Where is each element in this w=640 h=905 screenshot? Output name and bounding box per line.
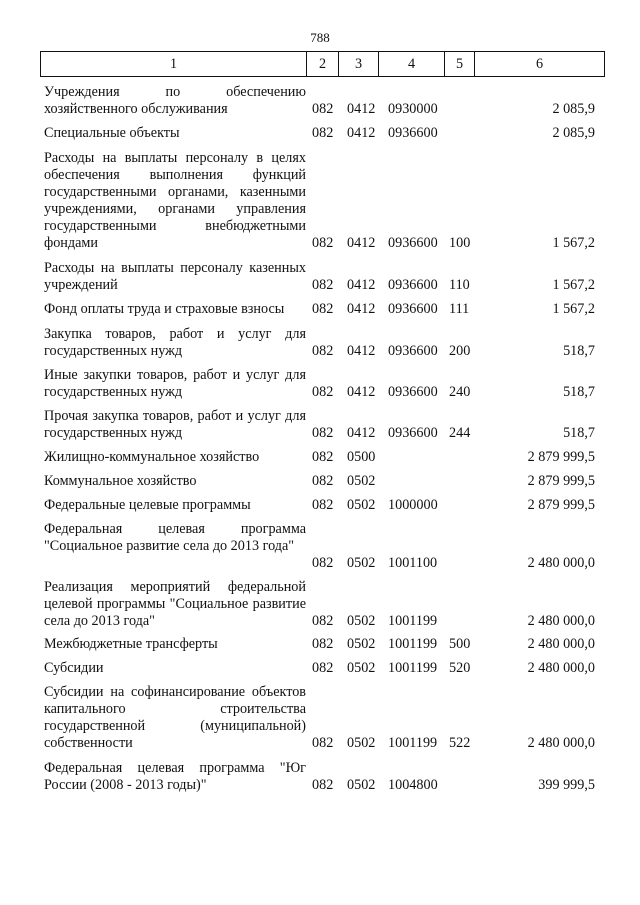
row-expense-type-code: 240 <box>449 384 471 400</box>
row-amount: 2 879 999,5 <box>527 473 595 489</box>
row-section-code: 0412 <box>347 384 376 400</box>
column-header-3: 3 <box>339 52 379 77</box>
row-amount: 518,7 <box>563 343 595 359</box>
table-row <box>0 408 640 442</box>
row-amount: 518,7 <box>563 384 595 400</box>
row-expense-type-code: 110 <box>449 277 470 293</box>
row-expense-type-code: 500 <box>449 636 471 652</box>
row-amount: 2 480 000,0 <box>527 613 595 629</box>
row-gr-code: 082 <box>312 777 334 793</box>
row-section-code: 0502 <box>347 497 376 513</box>
column-header-5: 5 <box>445 52 475 77</box>
row-section-code: 0502 <box>347 735 376 751</box>
row-article-code: 0936600 <box>388 343 438 359</box>
row-article-code: 0936600 <box>388 277 438 293</box>
row-section-code: 0500 <box>347 449 376 465</box>
row-article-code: 1001199 <box>388 660 438 676</box>
row-article-code: 1001199 <box>388 735 438 751</box>
table-row <box>0 150 640 252</box>
row-amount: 1 567,2 <box>552 301 595 317</box>
row-amount: 2 480 000,0 <box>527 555 595 571</box>
row-amount: 2 480 000,0 <box>527 636 595 652</box>
row-gr-code: 082 <box>312 735 334 751</box>
row-gr-code: 082 <box>312 343 334 359</box>
row-amount: 2 879 999,5 <box>527 449 595 465</box>
row-article-code: 0936600 <box>388 301 438 317</box>
row-gr-code: 082 <box>312 425 334 441</box>
row-section-code: 0502 <box>347 660 376 676</box>
row-description: Реализация мероприятий федеральной целевой программы "Социальное развитие села до 2013 года" <box>44 579 306 629</box>
row-expense-type-code: 522 <box>449 735 471 751</box>
row-description: Закупка товаров, работ и услуг для государственных нужд <box>44 326 306 359</box>
row-section-code: 0412 <box>347 343 376 359</box>
row-section-code: 0412 <box>347 301 376 317</box>
row-article-code: 0936600 <box>388 384 438 400</box>
table-row <box>0 326 640 360</box>
row-article-code: 1001100 <box>388 555 438 571</box>
row-amount: 2 085,9 <box>552 125 595 141</box>
row-gr-code: 082 <box>312 101 334 117</box>
row-description: Фонд оплаты труда и страховые взносы <box>44 301 285 317</box>
row-description: Расходы на выплаты персоналу в целях обеспечения выполнения функций государственными органами, казенными учреждениями, органами управления государственными внебюджетными фондами <box>44 150 306 251</box>
row-article-code: 0936600 <box>388 235 438 251</box>
row-gr-code: 082 <box>312 125 334 141</box>
row-section-code: 0502 <box>347 777 376 793</box>
row-amount: 399 999,5 <box>538 777 595 793</box>
row-article-code: 0936600 <box>388 425 438 441</box>
row-description: Федеральная целевая программа "Юг России (2008 - 2013 годы)" <box>44 760 306 793</box>
row-expense-type-code: 100 <box>449 235 471 251</box>
row-gr-code: 082 <box>312 473 334 489</box>
table-row <box>0 260 640 294</box>
row-description: Специальные объекты <box>44 125 180 141</box>
table-row <box>0 301 640 318</box>
column-header-2: 2 <box>307 52 339 77</box>
table-row <box>0 684 640 752</box>
row-gr-code: 082 <box>312 613 334 629</box>
row-description: Субсидии на софинансирование объектов капитального строительства государственной (муниципальной) собственности <box>44 684 306 751</box>
page-number: 788 <box>310 30 330 45</box>
row-amount: 1 567,2 <box>552 235 595 251</box>
row-description: Расходы на выплаты персоналу казенных учреждений <box>44 260 306 293</box>
row-description: Межбюджетные трансферты <box>44 636 218 652</box>
table-row <box>0 497 640 514</box>
table-row <box>0 367 640 401</box>
row-amount: 1 567,2 <box>552 277 595 293</box>
column-header-4: 4 <box>379 52 445 77</box>
row-article-code: 1001199 <box>388 613 438 629</box>
row-article-code: 1000000 <box>388 497 438 513</box>
row-section-code: 0502 <box>347 613 376 629</box>
row-section-code: 0502 <box>347 555 376 571</box>
row-description: Федеральные целевые программы <box>44 497 251 513</box>
row-article-code: 1004800 <box>388 777 438 793</box>
row-gr-code: 082 <box>312 384 334 400</box>
row-section-code: 0412 <box>347 235 376 251</box>
row-gr-code: 082 <box>312 449 334 465</box>
column-header-1: 1 <box>41 52 307 77</box>
row-section-code: 0412 <box>347 277 376 293</box>
table-row <box>0 473 640 490</box>
row-gr-code: 082 <box>312 277 334 293</box>
row-description: Прочая закупка товаров, работ и услуг для государственных нужд <box>44 408 306 441</box>
row-expense-type-code: 200 <box>449 343 471 359</box>
row-gr-code: 082 <box>312 235 334 251</box>
row-article-code: 0936600 <box>388 125 438 141</box>
row-amount: 518,7 <box>563 425 595 441</box>
row-expense-type-code: 520 <box>449 660 471 676</box>
column-header-6: 6 <box>475 52 605 77</box>
row-section-code: 0502 <box>347 473 376 489</box>
row-amount: 2 480 000,0 <box>527 735 595 751</box>
row-description: Жилищно-коммунальное хозяйство <box>44 449 260 465</box>
row-section-code: 0502 <box>347 636 376 652</box>
row-gr-code: 082 <box>312 301 334 317</box>
table-row <box>0 521 640 572</box>
row-section-code: 0412 <box>347 125 376 141</box>
row-description: Федеральная целевая программа "Социальное развитие села до 2013 года" <box>44 521 306 554</box>
table-row <box>0 125 640 142</box>
table-row <box>0 636 640 653</box>
table-row <box>0 760 640 794</box>
row-article-code: 1001199 <box>388 636 438 652</box>
table-row <box>0 660 640 677</box>
table-row <box>0 84 640 118</box>
row-amount: 2 085,9 <box>552 101 595 117</box>
row-gr-code: 082 <box>312 636 334 652</box>
row-amount: 2 879 999,5 <box>527 497 595 513</box>
row-description: Субсидии <box>44 660 104 676</box>
row-description: Учреждения по обеспечению хозяйственного обслуживания <box>44 84 306 117</box>
row-article-code: 0930000 <box>388 101 438 117</box>
row-gr-code: 082 <box>312 555 334 571</box>
row-amount: 2 480 000,0 <box>527 660 595 676</box>
row-description: Коммунальное хозяйство <box>44 473 197 489</box>
row-expense-type-code: 244 <box>449 425 471 441</box>
row-expense-type-code: 111 <box>449 301 470 317</box>
row-section-code: 0412 <box>347 425 376 441</box>
table-row <box>0 579 640 630</box>
row-gr-code: 082 <box>312 660 334 676</box>
row-section-code: 0412 <box>347 101 376 117</box>
table-row <box>0 449 640 466</box>
row-gr-code: 082 <box>312 497 334 513</box>
row-description: Иные закупки товаров, работ и услуг для государственных нужд <box>44 367 306 400</box>
